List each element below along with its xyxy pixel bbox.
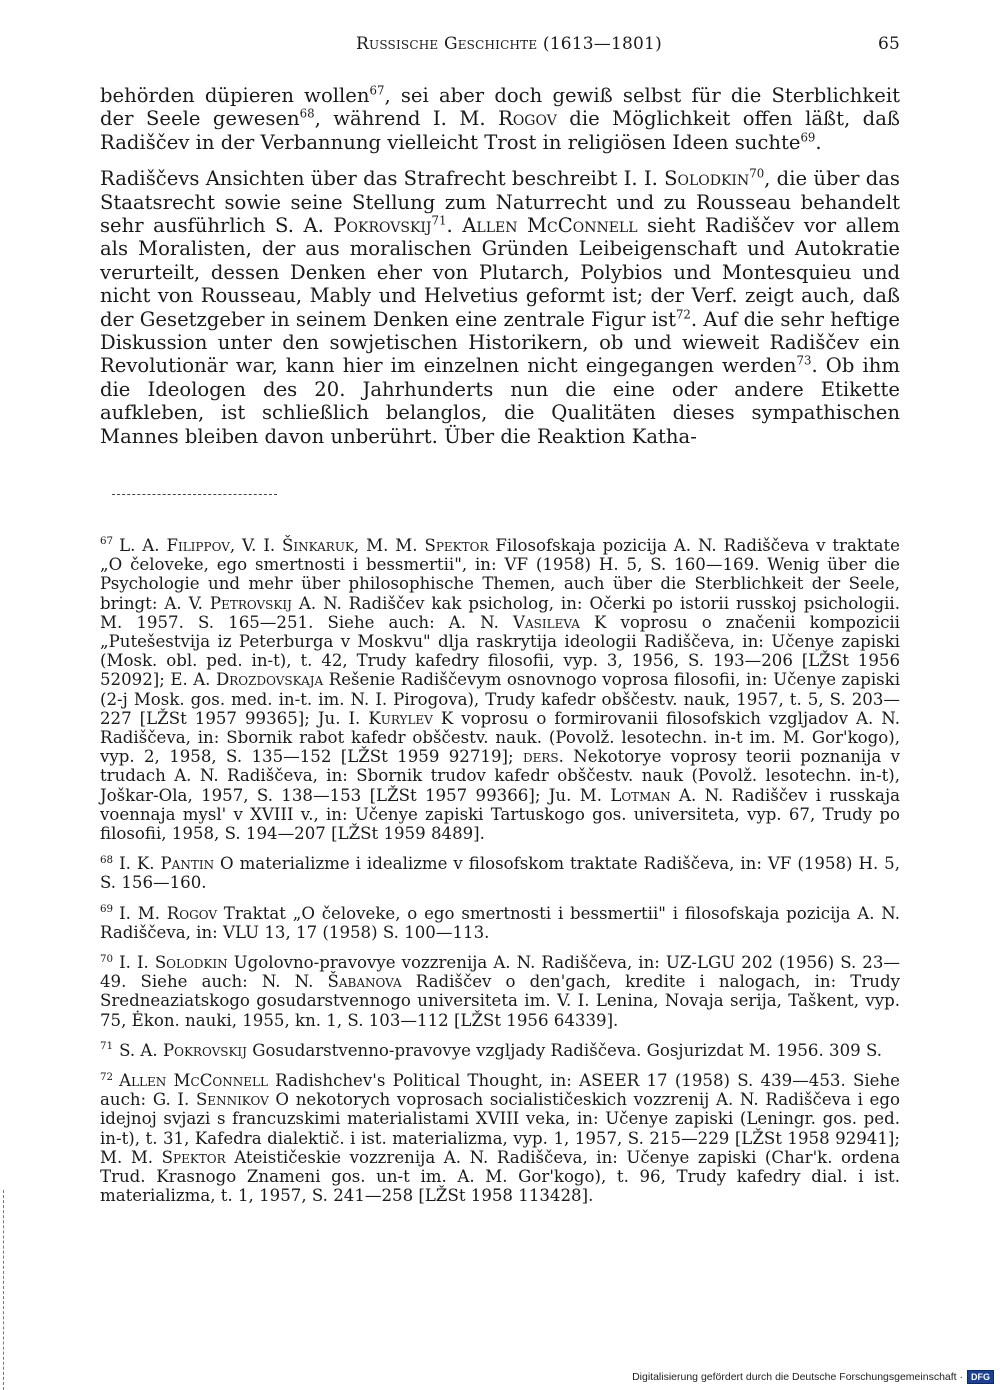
footnote-ref[interactable]: 71 bbox=[431, 213, 447, 228]
author-name: L. A. Filippov, V. I. Šinkaruk, M. M. Spektor bbox=[119, 536, 489, 555]
author-name: ders. bbox=[522, 747, 564, 767]
footnote-number: 70 bbox=[100, 952, 114, 965]
paragraph bbox=[100, 167, 900, 448]
author-name: Allen McConnell bbox=[462, 214, 638, 238]
author-name: Drozdovskaja bbox=[215, 670, 324, 690]
text-run: , sei aber doch gewiß selbst für die Sterblichkeit der Seele gewesen bbox=[100, 84, 901, 131]
footnote-69 bbox=[100, 904, 900, 942]
text-run: Nekotorye voprosy teorii poznanija v trudach A. N. Radiščeva, in: Sbornik trudov kafedr obščestv. nauk (Povolž. lesotechn. in-t), Joškar-Ola, 1957, S. 138—153 [LŽSt 1957 99366]; Ju. M. bbox=[100, 747, 901, 805]
text-run: die Möglichkeit offen läßt, daß Radiščev in der Verbannung vielleicht Trost in religiösen Ideen suchte bbox=[100, 107, 900, 154]
author-name: I. I. Solodkin bbox=[119, 953, 228, 973]
footnote-number: 72 bbox=[100, 1070, 114, 1083]
author-name: Rogov bbox=[498, 107, 557, 131]
footnote-ref[interactable]: 70 bbox=[749, 166, 765, 181]
text-run: Ateističeskie vozzrenija A. N. Radiščeva, in: Učenye zapiski (Char'k. ordena Trud. Krasnogo Znameni gos. un-t im. A. M. Gor'kogo), t. 96, Trudy kafedry dial. i ist. materializma, t. 1, 1957, S. 241—258 [LŽSt 1958 113428]. bbox=[100, 1147, 900, 1206]
running-header bbox=[100, 34, 900, 60]
footnote-number: 68 bbox=[100, 853, 114, 866]
text-run: . bbox=[446, 214, 463, 238]
text-run: Ugolovno-pravovye vozzrenija A. N. Radiščeva, in: UZ-LGU 202 (1956) S. 23—49. Siehe auch: N. N. bbox=[100, 953, 900, 992]
author-name: Allen McConnell bbox=[119, 1071, 268, 1091]
text-run: A. N. Radiščev i russkaja voennaja mysl' v XVIII v., in: Učenye zapiski Tartuskogo gos. universiteta, vyp. 67, Trudy po filosofii, 1958, S. 194—207 [LŽSt 1959 8489]. bbox=[100, 785, 900, 844]
page-number: 65 bbox=[877, 34, 900, 54]
footnote-68 bbox=[100, 854, 900, 892]
text-run: O nekotorych voprosach socialističeskich vozzrenij A. N. Radiščeva i ego idejnoj svjazi s francuzskimi materialistami XVIII veka, in: Učenye zapiski (Leningr. gos. ped. in-t), t. 31, Kafedra dialektič. i ist. materializma, vyp. 1, 1957, S. 215—229 [LŽSt 1958 92941]; M. M. bbox=[100, 1090, 900, 1167]
text-run: Radishchev's Political Thought, in: ASEER 17 (1958) S. 439—453. Siehe auch: G. I. bbox=[100, 1071, 900, 1110]
footnote-number: 71 bbox=[100, 1040, 114, 1053]
footnote-ref[interactable]: 68 bbox=[299, 106, 315, 121]
text-run: O materializme i idealizme v filosofskom traktate Radiščeva, in: VF (1958) H. 5, S. 156—160. bbox=[100, 854, 900, 893]
author-name: Pokrovskij bbox=[333, 214, 432, 238]
footnote-ref[interactable]: 72 bbox=[675, 307, 691, 322]
text-run: Radiščevs Ansichten über das Strafrecht beschreibt I. I. bbox=[100, 167, 665, 191]
footnotes bbox=[100, 536, 900, 1217]
footnote-70 bbox=[100, 953, 900, 1030]
author-name: S. A. Pokrovskij bbox=[119, 1040, 247, 1060]
text-run: . bbox=[815, 130, 822, 154]
author-name: Lotman bbox=[610, 785, 671, 805]
footer-text: Digitalisierung gefördert durch die Deutsche Forschungsgemeinschaft · bbox=[632, 1371, 963, 1383]
text-run: Traktat „O čeloveke, o ego smertnosti i bessmertii" i filosofskaja pozicija A. N. Radiščeva, in: VLU 13, 17 (1958) S. 100—113. bbox=[100, 903, 901, 942]
text-run: Filosofskaja pozicija A. N. Radiščeva v traktate „O čeloveke, ego smertnosti i bessmertii", in: VF (1958) H. 5, S. 160—169. Wenig über die Psychologie und mehr über philosophische Themen, auch über die Sterblichkeit der Seele, bringt: A. V. bbox=[100, 536, 900, 613]
footnote-number: 69 bbox=[100, 903, 114, 916]
scan-margin-marks bbox=[3, 1190, 8, 1390]
dfg-logo: DFG bbox=[967, 1370, 994, 1384]
author-name: Spektor bbox=[161, 1147, 226, 1167]
footnote-ref[interactable]: 73 bbox=[796, 353, 812, 368]
author-name: Vasileva bbox=[513, 612, 580, 632]
author-name: Sennikov bbox=[195, 1090, 269, 1110]
digitization-footer bbox=[632, 1370, 994, 1384]
author-name: I. K. Pantin bbox=[119, 854, 215, 874]
author-name: Petrovskij bbox=[209, 593, 292, 613]
author-name: Šabanova bbox=[327, 972, 402, 992]
text-run: Radiščev o den'gach, kredite i nalogach, in: Trudy Sredneaziatskogo gosudarstvennogo universiteta im. V. I. Lenina, Novaja serija, Taškent, vyp. 75, Ėkon. nauki, 1955, kn. 1, S. 103—112 [LŽSt 1956 64339]. bbox=[100, 972, 900, 1030]
text-run: . Auf die sehr heftige Diskussion unter den sowjetischen Historikern, ob und wieweit Radiščev ein Revolutionär war, kann hier im einzelnen nicht eingegangen werden bbox=[100, 307, 900, 378]
footnote-ref[interactable]: 69 bbox=[800, 130, 816, 145]
footnote-separator bbox=[112, 494, 277, 495]
text-run: , die über das Staatsrecht sowie seine Stellung zum Naturrecht und zu Rousseau behandelt sehr ausführlich S. A. bbox=[100, 167, 900, 238]
author-name: I. M. Rogov bbox=[119, 903, 217, 923]
text-run: . Ob ihm die Ideologen des 20. Jahrhunderts nun die eine oder andere Etikette aufkleben, ist schließlich belanglos, die Qualitäten dieses sympathischen Mannes bleiben davon unberührt. Über die Reaktion Katha- bbox=[100, 354, 900, 448]
text-run: Gosudarstvenno-pravovye vzgljady Radiščeva. Gosjurizdat M. 1956. 309 S. bbox=[246, 1040, 883, 1060]
text-run: behörden düpieren wollen bbox=[100, 84, 370, 107]
text-run: K voprosu o značenii kompozicii „Putešestvija iz Peterburga v Moskvu" dlja raskrytija ideologii Radiščeva, in: Učenye zapiski (Mosk. obl. ped. in-t), t. 42, Trudy kafedry filosofii, vyp. 3, 1956, S. 193—206 [LŽSt 1956 52092]; E. A. bbox=[100, 612, 900, 690]
author-name: Solodkin bbox=[664, 167, 750, 191]
paragraph bbox=[100, 84, 900, 154]
text-run: , während I. M. bbox=[314, 107, 499, 131]
main-text bbox=[100, 84, 900, 448]
running-title: Russische Geschichte (1613—1801) bbox=[356, 34, 662, 54]
footnote-number: 67 bbox=[100, 535, 114, 548]
footnote-ref[interactable]: 67 bbox=[369, 83, 385, 98]
footnote-67 bbox=[100, 536, 900, 843]
author-name: Kurylev bbox=[368, 708, 433, 728]
text-run: Rešenie Radiščevym osnovnogo voprosa filosofii, in: Učenye zapiski (2-j Mosk. gos. med. in-t. im. N. I. Pirogova), Trudy kafedr obščestv. nauk, 1957, t. 5, S. 203—227 [LŽSt 1957 99365]; Ju. I. bbox=[100, 670, 900, 728]
text-run: A. N. Radiščev kak psicholog, in: Očerki po istorii russkoj psichologii. M. 1957. S. 165—251. Siehe auch: A. N. bbox=[100, 593, 900, 632]
text-run: K voprosu o formirovanii filosofskich vzgljadov A. N. Radiščeva, in: Sbornik rabot kafedr obščestv. nauk. (Povolž. lesotechn. in-t im. M. Gor'kogo), vyp. 2, 1958, S. 135—152 [LŽSt 1959 92719]; bbox=[100, 708, 901, 767]
footnote-72 bbox=[100, 1071, 900, 1205]
text-run: sieht Radiščev vor allem als Moralisten, der aus moralischen Gründen Leibeigenschaft und Autokratie verurteilt, dessen Denken eher von Plutarch, Polybios und Montesquieu und nicht von Rousseau, Mably und Helvetius geformt ist; der Verf. zeigt auch, daß der Gesetzgeber in seinem Denken eine zentrale Figur ist bbox=[100, 214, 900, 331]
footnote-71 bbox=[100, 1041, 900, 1060]
